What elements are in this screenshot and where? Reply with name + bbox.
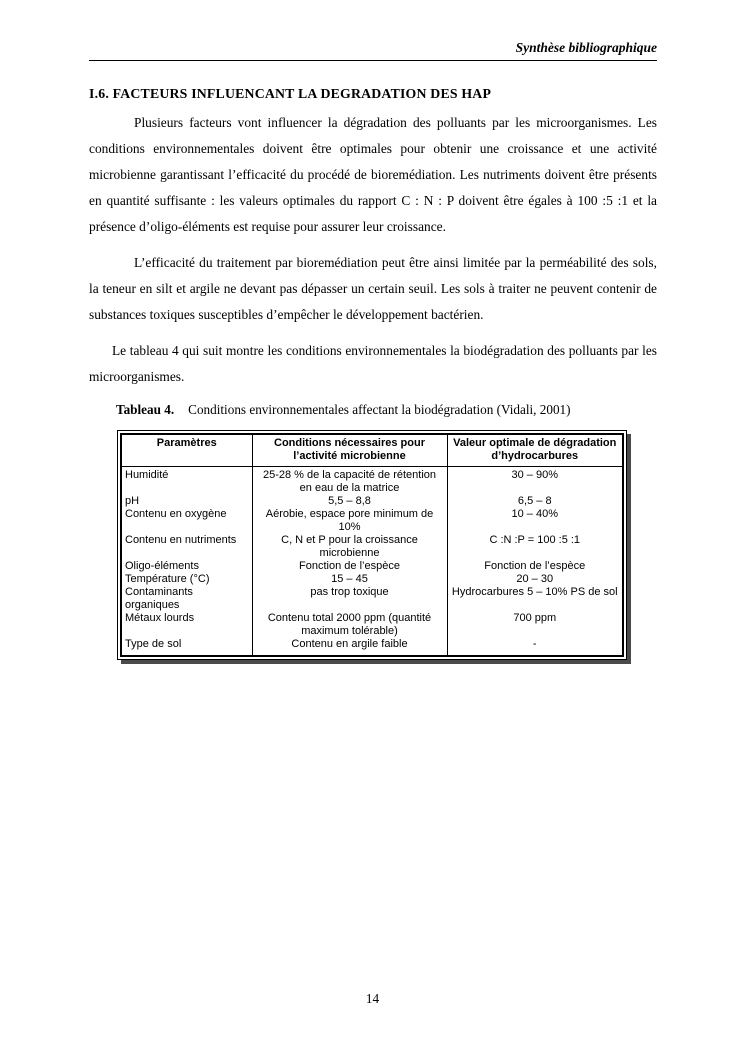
cell-value: 30 – 90% [447,467,622,496]
cell-condition: 5,5 – 8,8 [252,495,447,508]
table-row [122,638,622,655]
cell-condition: 25-28 % de la capacité de rétention en eau de la matrice [252,467,447,496]
table-row [122,586,622,612]
environmental-conditions-table [122,435,622,655]
cell-condition: Contenu total 2000 ppm (quantité maximum tolérable) [252,612,447,638]
cell-value: 10 – 40% [447,508,622,534]
cell-condition: Fonction de l’espèce [252,560,447,573]
table-image-inner-border [120,433,624,657]
table-row [122,573,622,586]
cell-parameter: Température (°C) [125,573,210,585]
cell-parameter: Oligo-éléments [125,560,199,572]
col-header-parametres: Paramètres [122,435,252,467]
page-number: 14 [365,991,380,1006]
table-row [122,508,622,534]
cell-condition: C, N et P pour la croissance microbienne [252,534,447,560]
cell-parameter: Contenu en oxygène [125,508,227,520]
running-header: Synthèse bibliographique [89,40,657,61]
cell-value: Fonction de l’espèce [447,560,622,573]
cell-value: 20 – 30 [447,573,622,586]
table-row [122,534,622,560]
col-header-valeur-optimale: Valeur optimale de dégradation d’hydrocarbures [447,435,622,467]
table-row [122,467,622,496]
page-content [89,86,657,660]
table-header-row [122,435,622,467]
table-caption [116,402,657,418]
cell-parameter: Type de sol [125,638,182,650]
cell-value: 6,5 – 8 [447,495,622,508]
cell-value: - [447,638,622,655]
cell-value: 700 ppm [447,612,622,638]
cell-condition: 15 – 45 [252,573,447,586]
cell-parameter: pH [125,495,140,507]
cell-condition: Contenu en argile faible [252,638,447,655]
table-row [122,495,622,508]
cell-value: C :N :P = 100 :5 :1 [447,534,622,560]
section-heading: I.6. FACTEURS INFLUENCANT LA DEGRADATION DES HAP [89,86,492,101]
cell-parameter: Contenu en nutriments [125,534,237,546]
cell-value: Hydrocarbures 5 – 10% PS de sol [447,586,622,612]
paragraph-2: L’efficacité du traitement par bioremédiation peut être ainsi limitée par la perméabilité des sols, la teneur en silt et argile ne devant pas dépasser un certain seuil. Les sols à traiter ne peuvent contenir de substances toxiques susceptibles d’empêcher le développement bactérien. [89,255,657,322]
table-image-frame [117,430,627,660]
table-row [122,560,622,573]
paragraph-1: Plusieurs facteurs vont influencer la dégradation des polluants par les microorganismes. Les conditions environnementales doivent être optimales pour obtenir une croissance et une activité microbienne garantissant l’efficacité du procédé de bioremédiation. Les nutriments doivent être présents en quantité suffisante : les valeurs optimales du rapport C : N : P doivent être égales à 100 :5 :1 et la présence d’oligo-éléments est requise pour assurer leur croissance. [89,115,657,234]
paragraph-3: Le tableau 4 qui suit montre les conditions environnementales la biodégradation des polluants par les microorganismes. [89,343,657,384]
cell-parameter: Humidité [125,469,169,481]
cell-parameter: Métaux lourds [125,612,195,624]
cell-parameter: Contaminants organiques [125,586,193,611]
col-header-conditions: Conditions nécessaires pour l’activité microbienne [252,435,447,467]
table-caption-label: Tableau 4. [116,402,175,417]
table-caption-text: Conditions environnementales affectant la biodégradation (Vidali, 2001) [188,402,571,417]
table-row [122,612,622,638]
cell-condition: pas trop toxique [252,586,447,612]
cell-condition: Aérobie, espace pore minimum de 10% [252,508,447,534]
